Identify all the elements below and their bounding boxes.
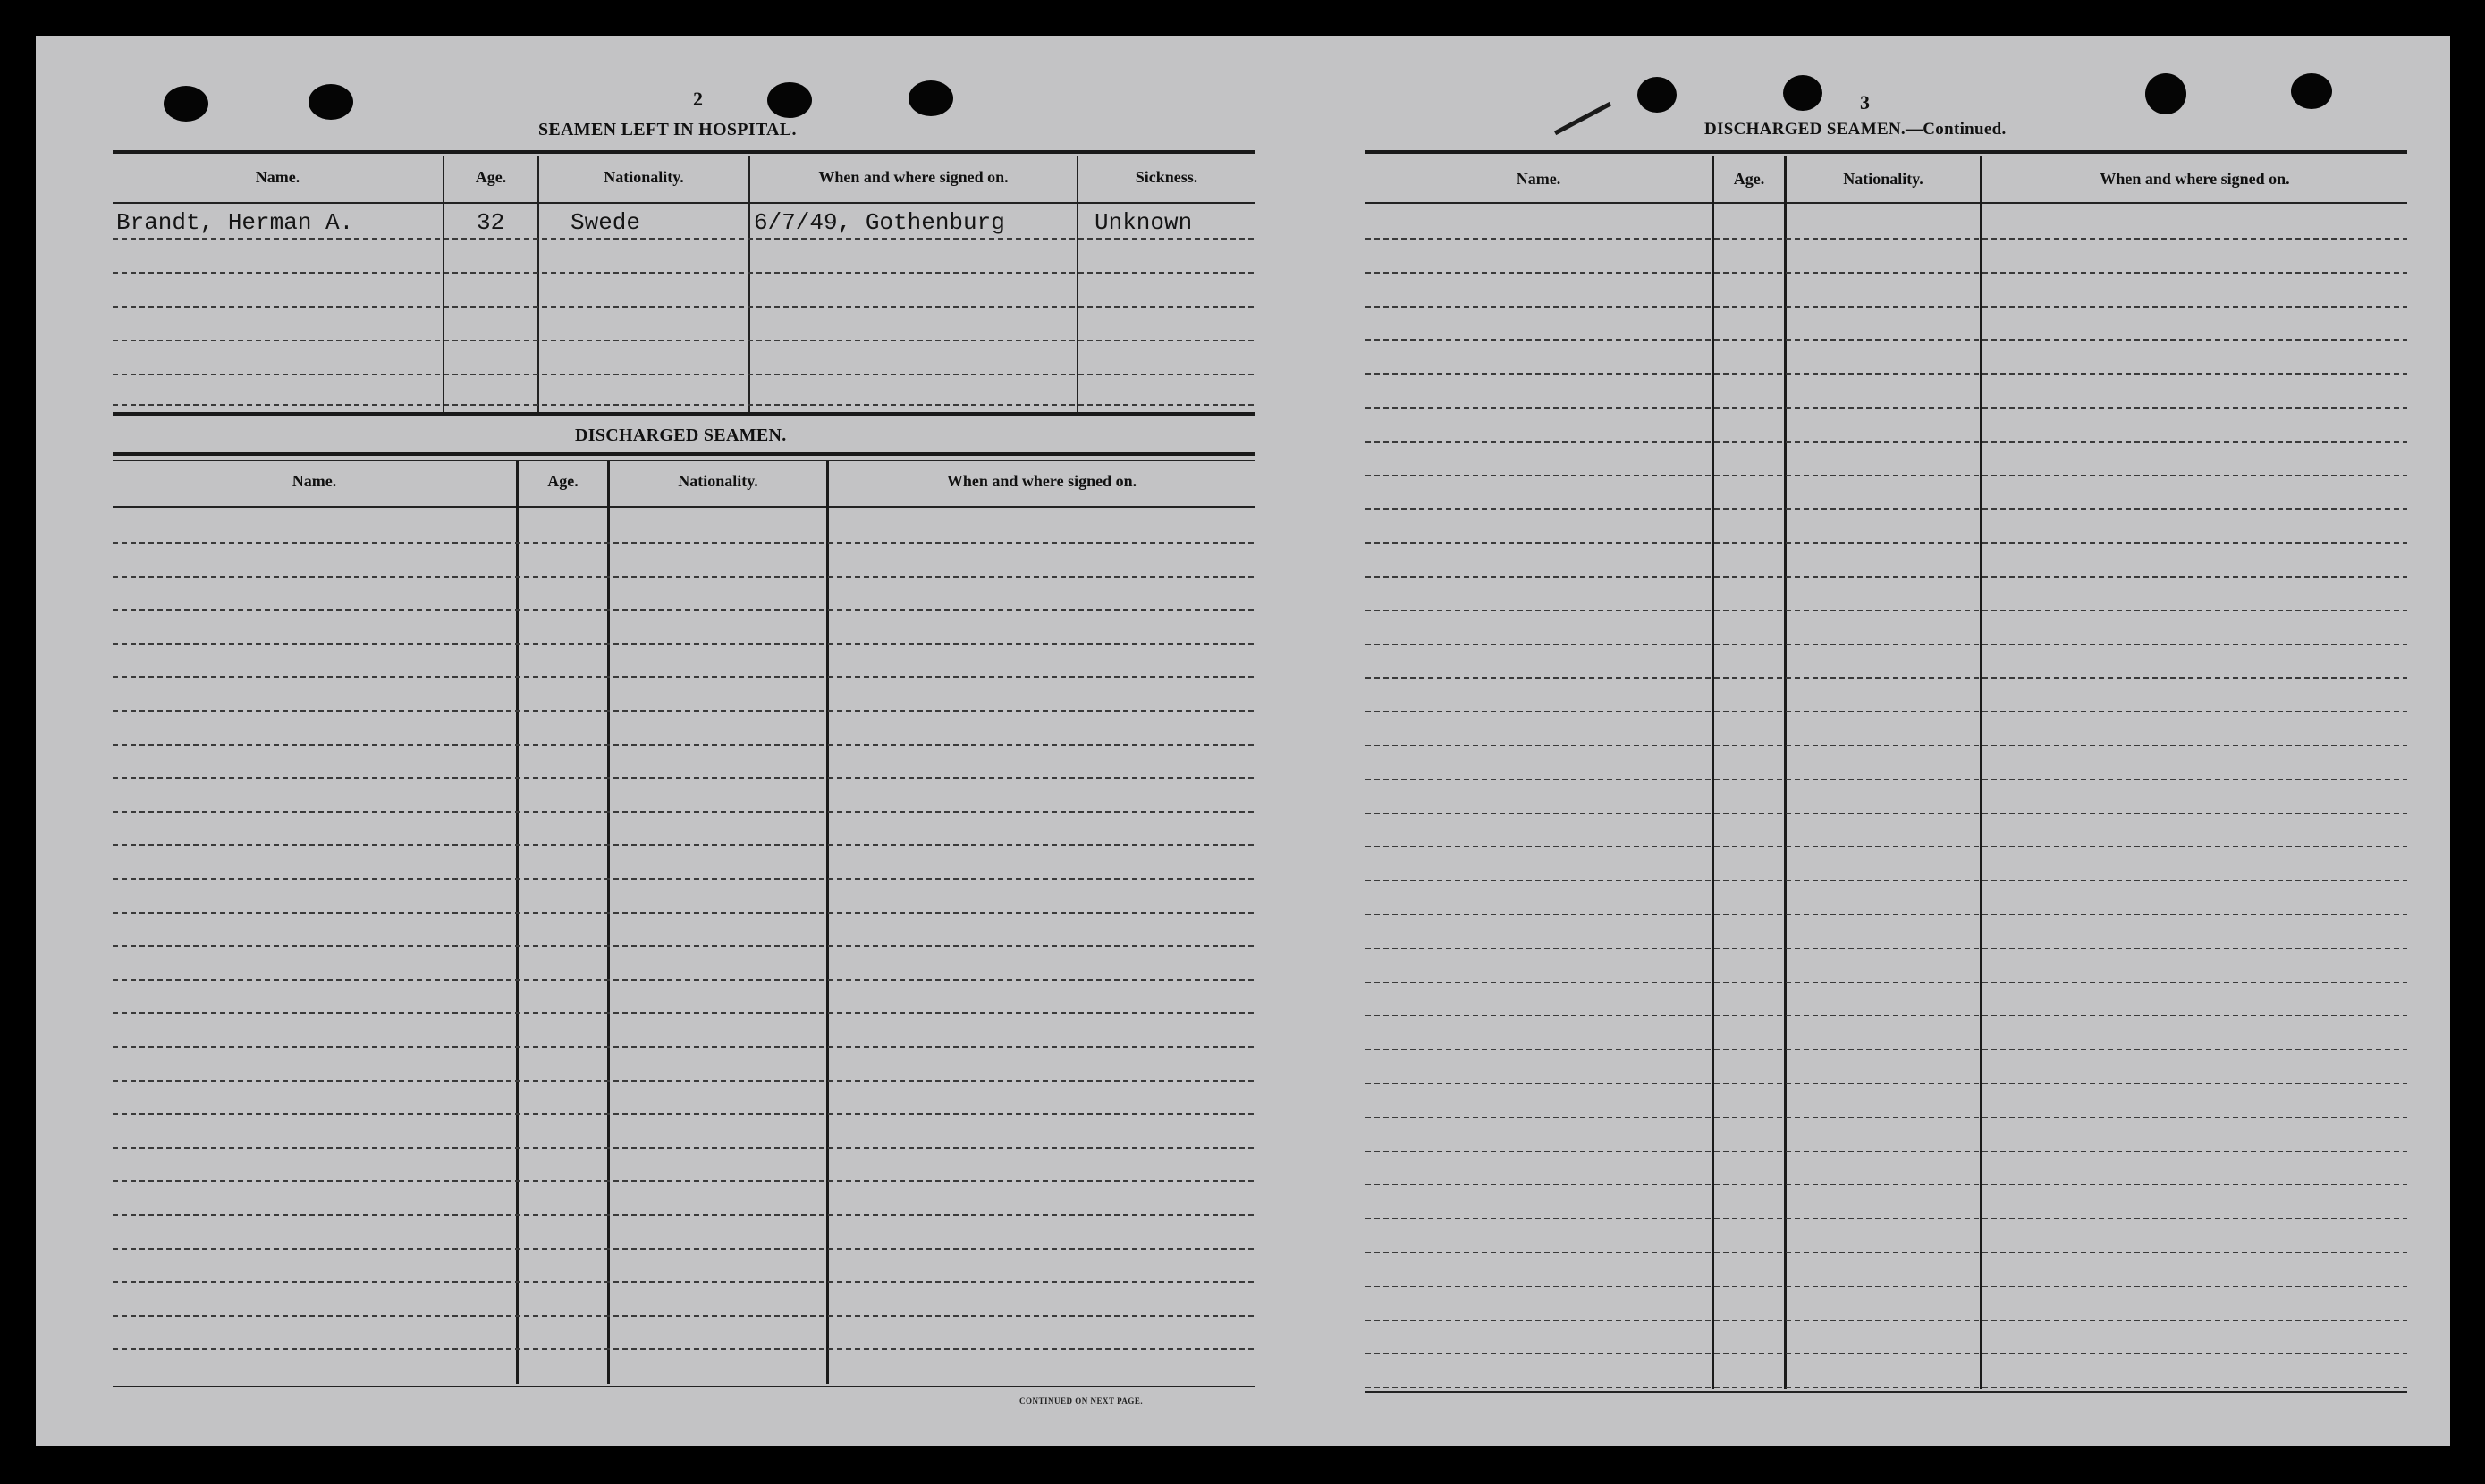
page-number-left: 2 [693, 88, 703, 110]
discharged-col-name: Name. [292, 472, 337, 490]
ruled-row-line [113, 1214, 1255, 1216]
ruled-row-line [1365, 1117, 2407, 1118]
hospital-row-line [113, 340, 1255, 341]
ruled-row-line [1365, 238, 2407, 240]
ruled-row-line [1365, 982, 2407, 983]
pen-mark [1554, 102, 1611, 135]
ruled-row-line [113, 1248, 1255, 1250]
discharged-table-top-rule-2 [113, 460, 1255, 461]
ruled-row-line [113, 912, 1255, 914]
hospital-row-line [113, 374, 1255, 375]
ruled-row-line [1365, 373, 2407, 375]
hospital-row-age: 32 [477, 209, 505, 236]
ruled-row-line [113, 1113, 1255, 1115]
punch-hole [309, 84, 353, 120]
hospital-row-name: Brandt, Herman A. [116, 209, 354, 236]
ruled-row-line [113, 609, 1255, 611]
ruled-row-line [1365, 475, 2407, 476]
ruled-row-line [1365, 1083, 2407, 1084]
ruled-row-line [1365, 306, 2407, 308]
hospital-header-rule [113, 202, 1255, 204]
discharged-section-title: DISCHARGED SEAMEN. [575, 426, 787, 445]
right-table-top-rule [1365, 150, 2407, 154]
ruled-row-line [1365, 711, 2407, 712]
ruled-row-line [1365, 880, 2407, 881]
discharged-col-signed-on: When and where signed on. [946, 472, 1137, 490]
right-col-age: Age. [1733, 170, 1765, 188]
ruled-row-line [113, 1281, 1255, 1283]
hospital-col-sickness: Sickness. [1135, 168, 1198, 186]
ruled-row-line [1365, 508, 2407, 510]
ruled-row-line [113, 710, 1255, 712]
ruled-row-line [1365, 576, 2407, 578]
discharged-col-age: Age. [547, 472, 579, 490]
ruled-row-line [113, 811, 1255, 813]
hospital-row-nationality: Swede [571, 209, 641, 236]
hospital-row-line [113, 272, 1255, 274]
hospital-col-name: Name. [255, 168, 300, 186]
ruled-row-line [1365, 813, 2407, 814]
ruled-row-line [1365, 779, 2407, 780]
ruled-row-line [1365, 1049, 2407, 1050]
ruled-row-line [1365, 677, 2407, 679]
ruled-row-line [1365, 846, 2407, 847]
ruled-row-line [113, 1315, 1255, 1317]
punch-hole [767, 82, 812, 118]
discharged-col-divider [607, 461, 610, 1384]
ruled-row-line [113, 643, 1255, 645]
discharged-header-rule [113, 506, 1255, 508]
ruled-row-line [1365, 745, 2407, 746]
page-number-right: 3 [1860, 91, 1870, 114]
ruled-row-line [113, 1012, 1255, 1014]
ruled-row-line [113, 1180, 1255, 1182]
hospital-table-top-rule [113, 150, 1255, 154]
ruled-row-line [1365, 948, 2407, 949]
punch-hole [2145, 73, 2186, 114]
ruled-row-line [113, 945, 1255, 947]
ruled-row-line [1365, 339, 2407, 341]
ruled-row-line [113, 1080, 1255, 1082]
ruled-row-line [113, 777, 1255, 779]
ruled-row-line [1365, 644, 2407, 645]
ruled-row-line [113, 1046, 1255, 1048]
discharged-table-bottom-rule [113, 1386, 1255, 1387]
ruled-row-line [1365, 914, 2407, 915]
hospital-col-age: Age. [475, 168, 507, 186]
ruled-row-line [1365, 1151, 2407, 1152]
ruled-row-line [1365, 1387, 2407, 1388]
ruled-row-line [1365, 1320, 2407, 1321]
punch-hole [164, 86, 208, 122]
ruled-row-line [1365, 1015, 2407, 1016]
hospital-table-bottom-rule [113, 412, 1255, 416]
hospital-section-title: SEAMEN LEFT IN HOSPITAL. [538, 120, 797, 139]
ruled-row-line [113, 1147, 1255, 1149]
ruled-row-line [113, 979, 1255, 981]
punch-hole [1637, 77, 1677, 113]
hospital-row-line [113, 238, 1255, 240]
punch-hole [909, 80, 953, 116]
right-header-rule [1365, 202, 2407, 204]
ruled-row-line [1365, 542, 2407, 544]
hospital-col-nationality: Nationality. [604, 168, 684, 186]
right-table-bottom-rule [1365, 1391, 2407, 1393]
right-col-name: Name. [1516, 170, 1561, 188]
ruled-row-line [1365, 610, 2407, 611]
ruled-row-line [113, 878, 1255, 880]
right-col-nationality: Nationality. [1843, 170, 1923, 188]
ruled-row-line [1365, 1286, 2407, 1287]
ruled-row-line [113, 576, 1255, 578]
discharged-table-top-rule [113, 452, 1255, 456]
discharged-col-divider [516, 461, 519, 1384]
ruled-row-line [1365, 1184, 2407, 1185]
discharged-col-nationality: Nationality. [678, 472, 758, 490]
document-sheet [36, 36, 2450, 1446]
hospital-row-line [113, 306, 1255, 308]
ruled-row-line [1365, 441, 2407, 443]
hospital-col-signed-on: When and where signed on. [818, 168, 1009, 186]
ruled-row-line [1365, 407, 2407, 409]
hospital-row-sickness: Unknown [1095, 209, 1193, 236]
hospital-row-signed-on: 6/7/49, Gothenburg [754, 209, 1005, 236]
ruled-row-line [113, 542, 1255, 544]
ruled-row-line [1365, 1252, 2407, 1253]
ruled-row-line [1365, 272, 2407, 274]
ruled-row-line [113, 1348, 1255, 1350]
ruled-row-line [1365, 1218, 2407, 1219]
continued-note: CONTINUED ON NEXT PAGE. [1019, 1396, 1144, 1405]
ruled-row-line [113, 844, 1255, 846]
discharged-col-divider [826, 461, 829, 1384]
ruled-row-line [1365, 1353, 2407, 1354]
punch-hole [1783, 75, 1822, 111]
right-col-signed-on: When and where signed on. [2100, 170, 2290, 188]
ruled-row-line [113, 744, 1255, 746]
punch-hole [2291, 73, 2332, 109]
hospital-row-line [113, 404, 1255, 406]
ruled-row-line [113, 676, 1255, 678]
discharged-continued-title: DISCHARGED SEAMEN.—Continued. [1704, 120, 2007, 139]
